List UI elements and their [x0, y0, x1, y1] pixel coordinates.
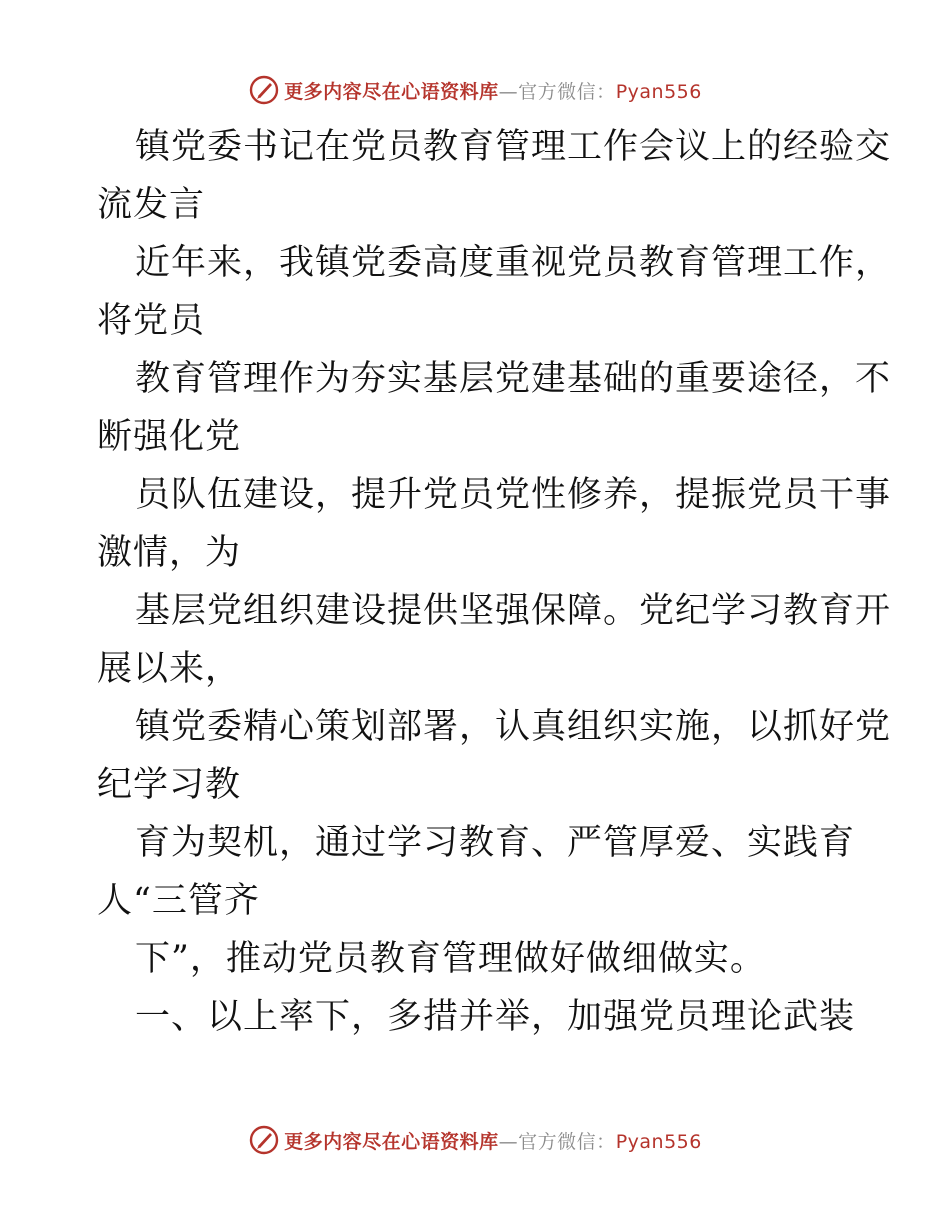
watermark-handle: Pyan556	[615, 1130, 702, 1153]
paragraph-line: 展以来，	[97, 649, 242, 689]
watermark-dash: —	[498, 80, 519, 103]
paragraph-line: 近年来，我镇党委高度重视党员教育管理工作，	[135, 243, 892, 283]
paragraph-line: 断强化党	[97, 417, 242, 457]
paragraph-line: 纪学习教	[97, 765, 242, 805]
paragraph-line: 镇党委精心策划部署，认真组织实施，以抓好党	[135, 707, 892, 747]
watermark-label: 官方微信：	[518, 80, 616, 103]
logo-icon	[248, 1124, 280, 1156]
paragraph-line: 员队伍建设，提升党员党性修养，提振党员干事	[135, 475, 892, 515]
paragraph-line: 基层党组织建设提供坚强保障。党纪学习教育开	[135, 591, 892, 631]
section-heading: 一、以上率下，多措并举，加强党员理论武装	[135, 997, 856, 1037]
watermark-brand: 更多内容尽在心语资料库	[284, 80, 499, 103]
paragraph-line: 下”，推动党员教育管理做好做细做实。	[135, 939, 766, 979]
paragraph-line: 教育管理作为夯实基层党建基础的重要途径，不	[135, 359, 892, 399]
logo-icon	[248, 74, 280, 106]
watermark-label: 官方微信：	[518, 1130, 616, 1153]
paragraph-line: 育为契机，通过学习教育、严管厚爱、实践育	[135, 823, 856, 863]
header-watermark	[0, 70, 950, 110]
paragraph-line: 激情，为	[97, 533, 242, 573]
paragraph-line: 将党员	[97, 301, 206, 341]
footer-watermark	[0, 1120, 950, 1160]
document-title-line-2: 流发言	[97, 185, 206, 225]
watermark-dash: —	[498, 1130, 519, 1153]
watermark-brand: 更多内容尽在心语资料库	[284, 1130, 499, 1153]
paragraph-line: 人“三管齐	[97, 881, 260, 921]
watermark-handle: Pyan556	[615, 80, 702, 103]
document-title-line-1: 镇党委书记在党员教育管理工作会议上的经验交	[135, 127, 892, 167]
document-body	[97, 118, 892, 1046]
